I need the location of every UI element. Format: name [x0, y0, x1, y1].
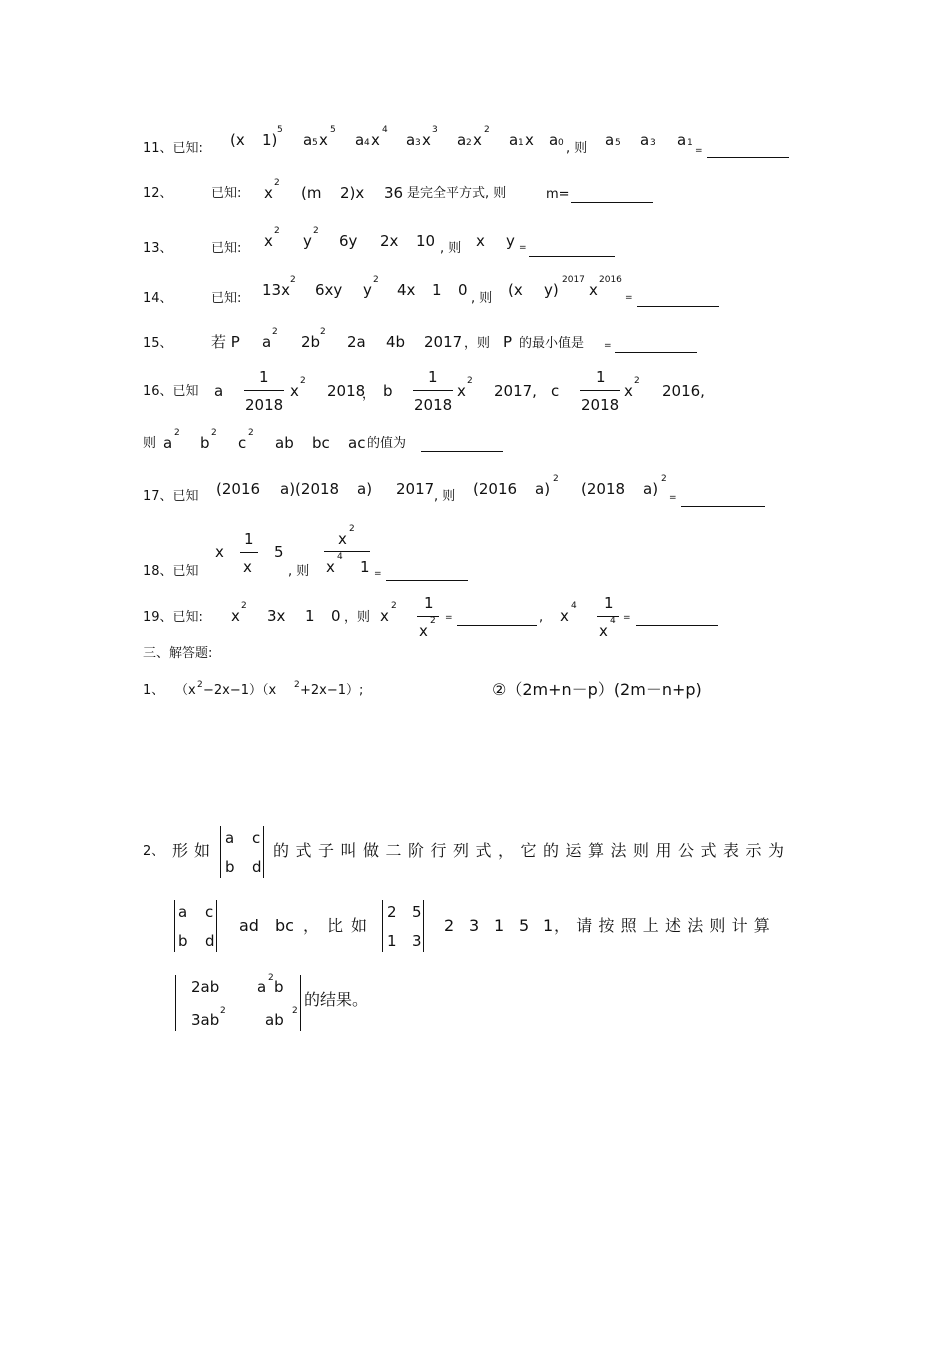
q19-sup: 2: [241, 601, 247, 611]
q12-answer-blank[interactable]: [571, 202, 653, 203]
q18-frac-num: x: [338, 530, 347, 548]
q14-term: 13x: [262, 281, 290, 299]
q11-sub: 0: [558, 138, 564, 148]
q16-term: b: [200, 434, 210, 452]
q16-term: c: [238, 434, 247, 452]
q12-number: 12、: [143, 186, 173, 201]
q14-term: y: [363, 281, 372, 299]
p2-expr: 3: [469, 916, 480, 935]
matrix-sup: 2: [220, 1006, 226, 1016]
q17-term: (2016: [473, 480, 518, 498]
q13-equals: =: [519, 243, 527, 253]
q16-line2-lead: 则: [143, 436, 157, 451]
q14-sup: 2016: [599, 275, 622, 285]
p2-expr: 1: [543, 916, 554, 935]
p2-expr: ad: [239, 916, 259, 935]
q16-sup: 2: [211, 428, 217, 438]
q14-sup: 2017: [562, 275, 585, 285]
p2-expr: bc: [275, 916, 294, 935]
q17-then: , 则: [434, 489, 456, 504]
q11-sup: 3: [432, 125, 438, 135]
matrix-bar: [263, 826, 264, 878]
q15-text: 的最小值是: [519, 336, 585, 351]
matrix-entry: b: [178, 932, 188, 950]
q17-equals: =: [669, 493, 677, 503]
q13-sup: 2: [313, 226, 319, 236]
matrix-entry: b: [225, 858, 235, 876]
q12-lead: 已知:: [211, 186, 242, 201]
q13-term: 10: [416, 232, 436, 250]
matrix-entry: a: [225, 829, 235, 847]
q18-fraction-bar: [324, 551, 370, 552]
q16-fraction-bar: [580, 390, 620, 391]
q13-sup: 2: [274, 226, 280, 236]
q11-term: x: [525, 131, 534, 149]
q16-sup: 2: [300, 376, 306, 386]
q17-term: a): [643, 480, 659, 498]
q11-sub: 1: [687, 138, 693, 148]
q19-term: x: [380, 607, 389, 625]
q11-sub: 5: [312, 138, 318, 148]
q15-sup: 2: [320, 327, 326, 337]
q19-sup: 4: [610, 616, 616, 626]
q19-answer-blank-1[interactable]: [457, 625, 537, 626]
q18-frac-den: x: [243, 558, 252, 576]
q19-term: x: [231, 607, 240, 625]
q18-sup: 4: [337, 552, 343, 562]
p1-number: 1、: [143, 683, 165, 698]
q18-frac-num: 1: [244, 530, 254, 548]
matrix-entry: a: [178, 903, 188, 921]
q19-term: 1: [305, 607, 315, 625]
q19-frac-num: 1: [424, 594, 434, 612]
q16-term: x: [457, 382, 466, 400]
matrix-bar: [175, 975, 176, 1031]
q11-equals: =: [695, 146, 703, 156]
matrix-entry: c: [205, 903, 214, 921]
matrix-entry: 2ab: [191, 978, 220, 996]
q16-term: 2016,: [662, 382, 705, 400]
matrix-bar: [220, 826, 221, 878]
matrix-entry: d: [252, 858, 262, 876]
q16-sup: 2: [467, 376, 473, 386]
q19-comma: ,: [539, 610, 544, 625]
q18-fraction-bar: [240, 552, 258, 553]
q16-sup: 2: [634, 376, 640, 386]
q11-term: a: [605, 131, 615, 149]
q16-frac-den: 2018: [245, 396, 284, 414]
q16-frac-num: 1: [259, 368, 269, 386]
q14-lead: 已知:: [211, 291, 242, 306]
q15-term: P: [503, 333, 513, 351]
q15-answer-blank[interactable]: [615, 352, 697, 353]
q11-term: 1): [262, 131, 278, 149]
matrix-entry: c: [252, 829, 261, 847]
q19-frac-den: x: [599, 622, 608, 640]
q19-answer-blank-2[interactable]: [636, 625, 718, 626]
q12-text: 是完全平方式, 则: [407, 186, 507, 201]
q16-term: bc: [312, 434, 330, 452]
p2-number: 2、: [143, 844, 165, 859]
q18-number: 18、已知: [143, 564, 199, 579]
matrix-entry: b: [274, 978, 284, 996]
q18-equals: =: [374, 569, 382, 579]
q16-term: 2018: [327, 382, 366, 400]
q16-frac-num: 1: [596, 368, 606, 386]
q16-sup: 2: [248, 428, 254, 438]
q11-sub: 3: [650, 138, 656, 148]
matrix-entry: ab: [265, 1011, 284, 1029]
matrix-entry: 2: [387, 903, 397, 921]
q11-sub: 4: [364, 138, 370, 148]
q13-term: y: [303, 232, 312, 250]
q14-term: 1: [432, 281, 442, 299]
q15-sup: 2: [272, 327, 278, 337]
q11-sub: 5: [615, 138, 621, 148]
q11-sub: 2: [466, 138, 472, 148]
q15-term: a: [262, 333, 272, 351]
q12-m: m=: [546, 187, 570, 202]
q13-term: 2x: [380, 232, 399, 250]
q14-term: 6xy: [315, 281, 343, 299]
p2-text: 的式子叫做二阶行列式，它的运算法则用公式表示为: [273, 841, 791, 860]
matrix-sup: 2: [292, 1006, 298, 1016]
q18-frac-den: x: [326, 558, 335, 576]
matrix-sup: 2: [268, 973, 274, 983]
q18-then: , 则: [288, 564, 310, 579]
q12-term: 36: [384, 184, 404, 202]
q17-term: 2017: [396, 480, 435, 498]
q19-number: 19、已知:: [143, 610, 203, 625]
q11-term: x: [422, 131, 431, 149]
q11-sup: 5: [277, 125, 283, 135]
q16-number: 16、已知: [143, 384, 199, 399]
q16-fraction-bar: [244, 390, 284, 391]
q12-sup: 2: [274, 178, 280, 188]
q13-term: x: [264, 232, 273, 250]
q11-term: a: [509, 131, 519, 149]
q19-term: x: [560, 607, 569, 625]
q16-term: ac: [348, 434, 366, 452]
q16-term: c: [551, 382, 560, 400]
q19-equals: =: [445, 613, 453, 623]
q17-term: a): [357, 480, 373, 498]
matrix-bar: [423, 900, 424, 952]
q15-term: 若 P: [211, 333, 240, 351]
q11-term: a: [640, 131, 650, 149]
q13-answer-blank[interactable]: [529, 256, 615, 257]
q15-number: 15、: [143, 336, 173, 351]
q11-term: a: [406, 131, 416, 149]
q18-frac-den: 1: [360, 558, 370, 576]
q16-frac-den: 2018: [414, 396, 453, 414]
q19-sup: 2: [391, 601, 397, 611]
section-title: 三、解答题:: [143, 646, 213, 661]
matrix-entry: 1: [387, 932, 397, 950]
q19-frac-den: x: [419, 622, 428, 640]
q19-sup: 4: [571, 601, 577, 611]
q16-term: a: [163, 434, 173, 452]
q19-term: 0: [331, 607, 341, 625]
q11-term: a: [457, 131, 467, 149]
q19-equals: =: [623, 613, 631, 623]
q14-then: , 则: [471, 291, 493, 306]
q12-term: 2)x: [340, 184, 365, 202]
q13-number: 13、: [143, 241, 173, 256]
q14-term: 0: [458, 281, 468, 299]
q16-answer-blank[interactable]: [421, 451, 503, 452]
q11-term: x: [319, 131, 328, 149]
q11-then: , 则: [566, 141, 588, 156]
q15-term: 2a: [347, 333, 366, 351]
q16-fraction-bar: [413, 390, 453, 391]
q15-term: 2017: [424, 333, 463, 351]
q16-comma: ，: [362, 387, 376, 402]
q11-term: a: [355, 131, 365, 149]
q13-term: y: [506, 232, 515, 250]
p1-sup: 2: [197, 680, 203, 690]
p1-expr: +2x−1）;: [300, 683, 364, 698]
q16-term: b: [383, 382, 393, 400]
matrix-entry: d: [205, 932, 215, 950]
q18-sup: 2: [349, 524, 355, 534]
q14-sup: 2: [290, 275, 296, 285]
q14-equals: =: [625, 293, 633, 303]
q11-answer-blank[interactable]: [707, 157, 789, 158]
q16-frac-den: 2018: [581, 396, 620, 414]
p2-text: 形如: [172, 841, 217, 860]
q17-term: (2018: [581, 480, 626, 498]
q19-then: ，则: [344, 610, 371, 625]
q16-sup: 2: [174, 428, 180, 438]
q15-equals: =: [604, 341, 612, 351]
matrix-bar: [174, 900, 175, 952]
q11-term: a: [303, 131, 313, 149]
q11-term: a: [677, 131, 687, 149]
q12-term: x: [264, 184, 273, 202]
q11-sup: 2: [484, 125, 490, 135]
q15-then: ，则: [464, 336, 491, 351]
q16-text: 的值为: [367, 436, 407, 451]
q11-term: (x: [230, 131, 245, 149]
matrix-entry: 5: [412, 903, 422, 921]
q17-number: 17、已知: [143, 489, 199, 504]
q11-term: x: [371, 131, 380, 149]
q11-sup: 5: [330, 125, 336, 135]
p2-text: ，请按照上述法则计算: [554, 916, 777, 935]
q14-term: x: [589, 281, 598, 299]
q11-sub: 3: [415, 138, 421, 148]
p1-expr: （x: [175, 683, 196, 698]
matrix-entry: a: [257, 978, 267, 996]
q16-term: x: [624, 382, 633, 400]
matrix-bar: [382, 900, 383, 952]
q11-term: x: [473, 131, 482, 149]
q13-lead: 已知:: [211, 241, 242, 256]
q18-term: x: [215, 543, 224, 561]
q16-term: x: [290, 382, 299, 400]
q18-term: 5: [274, 543, 284, 561]
q11-number: 11、已知:: [143, 141, 203, 156]
p2-expr: 2: [444, 916, 455, 935]
q13-then: , 则: [440, 241, 462, 256]
q17-term: a): [535, 480, 551, 498]
q12-term: (m: [301, 184, 322, 202]
q14-term: y): [544, 281, 559, 299]
p1-expr-2: ②（2m+n－p）(2m－n+p): [492, 680, 702, 699]
q11-term: a: [549, 131, 559, 149]
q17-term: (2016: [216, 480, 261, 498]
p2-expr: 1: [494, 916, 505, 935]
q14-sup: 2: [373, 275, 379, 285]
matrix-bar: [216, 900, 217, 952]
q16-term: 2017,: [494, 382, 537, 400]
matrix-entry: 3: [412, 932, 422, 950]
q17-sup: 2: [661, 474, 667, 484]
q14-term: 4x: [397, 281, 416, 299]
q19-sup: 2: [430, 616, 436, 626]
q14-answer-blank[interactable]: [637, 306, 719, 307]
q13-term: x: [476, 232, 485, 250]
p1-expr: −2x−1）（x: [203, 683, 277, 698]
q16-frac-num: 1: [428, 368, 438, 386]
matrix-entry: 3ab: [191, 1011, 220, 1029]
matrix-bar: [300, 975, 301, 1031]
q17-answer-blank[interactable]: [681, 506, 765, 507]
q17-term: a)(2018: [280, 480, 340, 498]
q16-term: a: [214, 382, 224, 400]
p2-text: ，比如: [303, 916, 376, 935]
q19-term: 3x: [267, 607, 286, 625]
q15-term: 4b: [386, 333, 406, 351]
q11-sup: 4: [382, 125, 388, 135]
p2-expr: 5: [519, 916, 530, 935]
q15-term: 2b: [301, 333, 321, 351]
q14-number: 14、: [143, 291, 173, 306]
q11-sub: 1: [518, 138, 524, 148]
q16-term: ab: [275, 434, 294, 452]
q19-frac-num: 1: [604, 594, 614, 612]
q14-term: (x: [508, 281, 523, 299]
p1-sup: 2: [294, 680, 300, 690]
q13-term: 6y: [339, 232, 358, 250]
q18-answer-blank[interactable]: [386, 580, 468, 581]
p2-text: 的结果。: [304, 990, 369, 1009]
q17-sup: 2: [553, 474, 559, 484]
